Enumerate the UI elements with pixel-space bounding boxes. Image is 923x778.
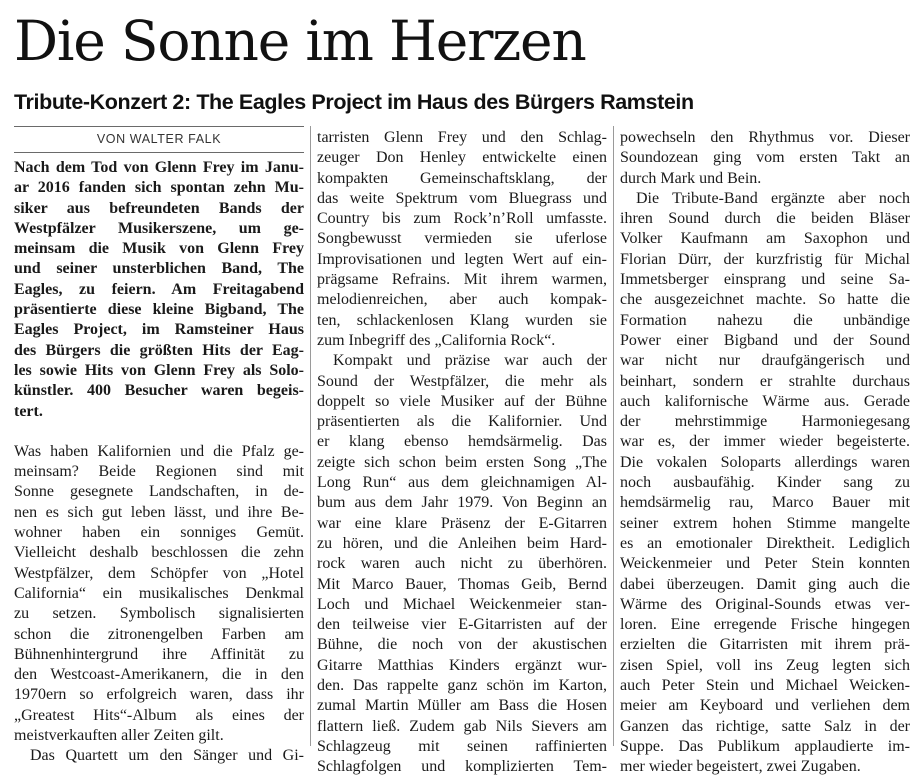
column-divider — [310, 126, 311, 746]
text-line: war nicht nur draufgängerisch und — [620, 352, 910, 370]
text-line: siker aus befreundeten Bands der — [14, 199, 304, 217]
text-line: bum aus dem Jahr 1979. Von Beginn an — [317, 494, 607, 512]
text-line: auch kalifornische Wärme aus. Gerade — [620, 392, 910, 410]
article-subheadline: Tribute-Konzert 2: The Eagles Project im Haus des Bürgers Ramstein — [14, 90, 694, 114]
text-line: erzielten die Gitarristen mit ihrem prä- — [620, 636, 910, 654]
article-lead-paragraph — [14, 158, 304, 422]
paragraph-gap — [14, 422, 304, 442]
text-line: Gitarre Matthias Kinders ergänzt wur- — [317, 656, 607, 674]
text-line: Bühnenhintergrund ihre Affinität zu — [14, 645, 304, 663]
text-line: Florian Dürr, der kurzfristig für Michal — [620, 250, 910, 268]
text-line: seiner extrem hohen Stimme mangelte — [620, 514, 910, 532]
text-line: Immetsberger einsprang und seine Sa- — [620, 271, 910, 289]
text-line: der mehrstimmige Harmoniegesang — [620, 413, 910, 431]
text-line: war es, der immer wieder begeisterte. — [620, 433, 910, 451]
text-line: zeuger Don Henley entwickelte einen — [317, 149, 607, 167]
text-line: Bühne, die noch von der akustischen — [317, 636, 607, 654]
text-line: Formation nahezu die unbändige — [620, 311, 910, 329]
text-line: doppelt so viele Musiker auf der Bühne — [317, 392, 607, 410]
text-line: prägsame Refrains. Mit ihrem warmen, — [317, 271, 607, 289]
text-line: ten, schlackenlosen Klang wurden sie — [317, 311, 607, 329]
text-line: künstler. 400 Besucher waren begeis- — [14, 382, 304, 400]
text-line: Songbewusst vermieden sie uferlose — [317, 230, 607, 248]
text-line: Das Quartett um den Sänger und Gi- — [30, 747, 304, 765]
text-line: Sound der Westpfälzer, die mehr als — [317, 372, 607, 390]
text-line: den Westcoast-Amerikanern, die in den — [14, 666, 304, 684]
text-line: meistverkauften aller Zeiten gilt. — [14, 727, 224, 745]
text-line: das weite Spektrum vom Bluegrass und — [317, 189, 607, 207]
text-line: Die Tribute-Band ergänzte aber noch — [636, 189, 910, 207]
text-line: rock waren auch nicht zu überhören. — [317, 555, 607, 573]
article-byline: VON WALTER FALK — [96, 132, 222, 147]
text-line: Wärme des Original-Sounds etwas ver- — [620, 595, 910, 613]
text-line: Nach dem Tod von Glenn Frey im Janu- — [14, 159, 304, 176]
text-line: des Bürgers die größten Hits der Eag- — [14, 341, 304, 359]
text-line: schon die zitronengelben Farben am — [14, 625, 304, 643]
text-line: Eagles Project, im Ramsteiner Haus — [14, 321, 304, 339]
text-line: meier am Keyboard und verliehen dem — [620, 697, 910, 715]
text-line: ihren Sound durch die beiden Bläser — [620, 210, 910, 228]
text-line: Loch und Michael Weickenmeier stan- — [317, 595, 607, 613]
text-line: zeigte sich schon beim ersten Song „The — [317, 453, 607, 471]
text-line: nen es sich gut leben lässt, und ihre Be- — [14, 503, 304, 521]
article-column-2 — [317, 128, 607, 778]
text-line: kompakten Gemeinschaftsklang, der — [317, 169, 607, 187]
text-line: Die vokalen Soloparts allerdings waren — [620, 453, 910, 471]
text-line: Long Run“ aus dem gleichnamigen Al- — [317, 474, 607, 492]
text-line: Was haben Kalifornien und die Pfalz ge- — [14, 442, 304, 460]
text-line: powechseln den Rhythmus vor. Dieser — [620, 129, 910, 146]
text-line: Kompakt und präzise war auch der — [333, 352, 607, 370]
text-line: les sowie Hits von Glenn Frey als Solo- — [14, 361, 304, 379]
text-line: Mit Marco Bauer, Thomas Geib, Bernd — [317, 575, 607, 593]
text-line: mer wieder begeistert, zwei Zugaben. — [620, 758, 861, 776]
text-line: durch Mark und Bein. — [620, 169, 762, 187]
text-line: meinsam die Musik von Glenn Frey — [14, 240, 304, 258]
article-headline: Die Sonne im Herzen — [14, 9, 586, 73]
article-body-paragraph — [14, 442, 304, 767]
text-line: zu hören, und die Anleihen beim Hard- — [317, 534, 607, 552]
text-line: es an emotionaler Direktheit. Lediglich — [620, 534, 910, 552]
text-line: „Greatest Hits“-Album als eines der — [14, 706, 304, 724]
text-line: Sonne gesegnete Landschaften, in de- — [14, 483, 304, 501]
text-line: zisen Spiel, voll ins Zeug legten sich — [620, 656, 910, 674]
text-line: präsentierten als die Kalifornier. Und — [317, 413, 607, 431]
text-line: Vielleicht deshalb beschlossen die zehn — [14, 544, 304, 562]
text-line: er klang ebenso hemdsärmelig. Das — [317, 433, 607, 451]
article-column-1 — [14, 126, 304, 767]
text-line: California“ ein musikalisches Denkmal — [14, 584, 304, 602]
text-line: auch Peter Stein und Michael Weicken- — [620, 677, 910, 695]
text-line: Power einer Bigband und der Sound — [620, 331, 910, 349]
article-column-3 — [620, 128, 910, 778]
text-line: tarristen Glenn Frey und den Schlag- — [317, 129, 607, 146]
text-line: Country bis zum Rock’n’Roll umfasste. — [317, 210, 607, 228]
text-line: dabei überzeugen. Damit ging auch die — [620, 575, 910, 593]
text-line: präsentierte diese kleine Bigband, The — [14, 301, 304, 319]
text-line: zu setzen. Symbolisch signalisierten — [14, 605, 304, 623]
text-line: wohner haben ein sonniges Gemüt. — [14, 524, 304, 542]
text-line: Soundozean ging vom ersten Takt an — [620, 149, 910, 167]
text-line: noch ausbaufähig. Kinder sang zu — [620, 474, 910, 492]
text-line: Westpfälzer Musikerszene, um ge- — [14, 219, 304, 237]
text-line: ar 2016 fanden sich spontan zehn Mu- — [14, 179, 304, 197]
text-line: zum Inbegriff des „California Rock“. — [317, 331, 556, 349]
text-line: flattern ließ. Zudem gab Nils Sievers am — [317, 717, 607, 735]
text-line: Ganzen das richtige, satte Salz in der — [620, 717, 910, 735]
text-line: beinhart, sondern er strahlte durchaus — [620, 372, 910, 390]
text-line: loren. Eine erregende Frische hingegen — [620, 616, 910, 634]
text-line: Weickenmeier und Peter Stein konnten — [620, 555, 910, 573]
text-line: 1970ern so erfolgreich waren, dass ihr — [14, 686, 304, 704]
text-line: den. Das rappelte ganz schön im Karton, — [317, 677, 607, 695]
text-line: war eine klare Präsenz der E-Gitarren — [317, 514, 607, 532]
text-line: melodienreichen, aber auch kompak- — [317, 291, 607, 309]
text-line: Improvisationen und legten Wert auf ein- — [317, 250, 607, 268]
text-line: meinsam? Beide Regionen sind mit — [14, 463, 304, 481]
text-line: che ausgezeichnet machte. So hatte die — [620, 291, 910, 309]
text-line: zumal Martin Müller am Bass die Hosen — [317, 697, 607, 715]
text-line: hemdsärmelig rau, Marco Bauer mit — [620, 494, 910, 512]
text-line: tert. — [14, 402, 43, 420]
text-line: Suppe. Das Publikum applaudierte im- — [620, 737, 910, 755]
text-line: Schlagzeug mit seinen raffinierten — [317, 737, 607, 755]
text-line: Eagles, zu feiern. Am Freitagabend — [14, 280, 304, 298]
byline-box — [14, 126, 304, 153]
text-line: Schlagfolgen und komplizierten Tem- — [317, 758, 607, 776]
text-line: Volker Kaufmann am Saxophon und — [620, 230, 910, 248]
text-line: den teilweise vier E-Gitarristen auf der — [317, 616, 607, 634]
text-line: und seiner unsterblichen Band, The — [14, 260, 304, 278]
column-divider — [613, 126, 614, 746]
text-line: Westpfälzer, dem Schöpfer von „Hotel — [14, 564, 304, 582]
